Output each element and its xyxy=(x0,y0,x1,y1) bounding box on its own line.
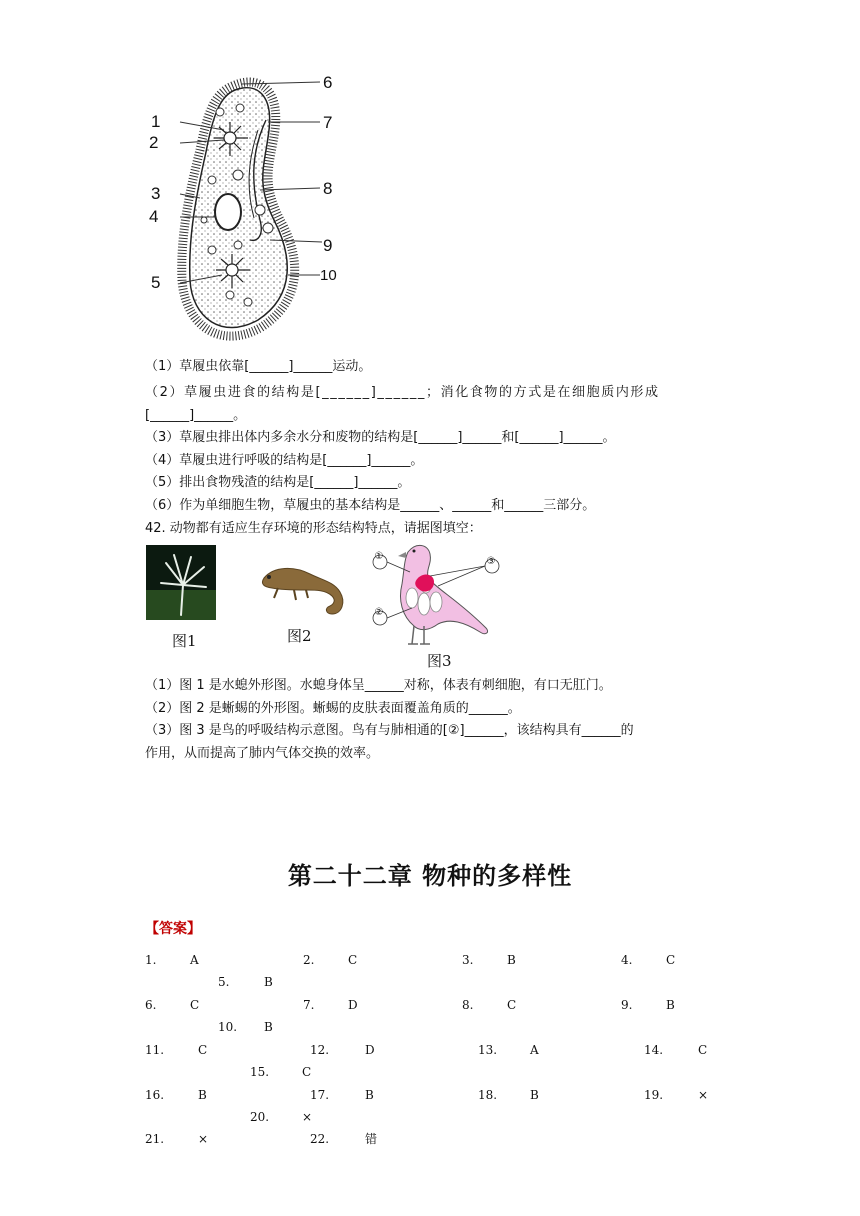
figure-label-7: 7 xyxy=(323,113,333,132)
q42-title: 42. 动物都有适应生存环境的形态结构特点，请据图填空： xyxy=(145,521,482,536)
answer-value: 错 xyxy=(365,1132,378,1146)
q42-line-3: （3）图 3 是鸟的呼吸结构示意图。鸟有与肺相通的[②]______，该结构具有______的 xyxy=(145,723,634,738)
answer-number: 9. xyxy=(621,998,633,1012)
answer-number: 2. xyxy=(303,953,315,967)
answer-number: 18. xyxy=(478,1088,498,1102)
answer-value: D xyxy=(365,1043,375,1057)
answer-number: 5. xyxy=(218,975,230,989)
answer-value: × xyxy=(698,1088,709,1102)
answer-number: 1. xyxy=(145,953,157,967)
figure-caption-3: 图3 xyxy=(427,652,452,670)
q41-line-2: （2）草履虫进食的结构是[______]______；消化食物的方式是在细胞质内形成 xyxy=(145,385,660,400)
answer-value: C xyxy=(198,1043,208,1057)
answer-number: 12. xyxy=(310,1043,330,1057)
answer-number: 19. xyxy=(644,1088,664,1102)
answer-number: 7. xyxy=(303,998,315,1012)
paramecium-figure xyxy=(140,70,360,350)
figure-label-8: 8 xyxy=(323,179,333,198)
answer-label: 【答案】 xyxy=(145,921,201,937)
answer-value: × xyxy=(198,1132,209,1146)
answer-number: 10. xyxy=(218,1020,238,1034)
answer-value: × xyxy=(302,1110,313,1124)
q41-line-3: [______]______。 xyxy=(145,408,247,423)
answer-number: 3. xyxy=(462,953,474,967)
answer-value: C xyxy=(666,953,676,967)
answer-number: 20. xyxy=(250,1110,270,1124)
answer-number: 14. xyxy=(644,1043,664,1057)
answer-value: B xyxy=(666,998,675,1012)
q41-line-7: （6）作为单细胞生物，草履虫的基本结构是______、______和______三部分。 xyxy=(145,498,596,513)
answer-number: 11. xyxy=(145,1043,165,1057)
lizard-image xyxy=(256,560,350,620)
figure-label-6: 6 xyxy=(323,73,333,92)
answer-value: A xyxy=(530,1043,539,1057)
answer-number: 6. xyxy=(145,998,157,1012)
q41-line-1: （1）草履虫依靠[______]______运动。 xyxy=(145,359,372,374)
chapter-title: 第二十二章 物种的多样性 xyxy=(287,862,573,890)
bird-label-2: ② xyxy=(374,607,384,618)
answer-value: B xyxy=(507,953,516,967)
answer-number: 13. xyxy=(478,1043,498,1057)
answer-value: D xyxy=(348,998,358,1012)
figure-label-4: 4 xyxy=(149,207,159,226)
q42-line-1: （1）图 1 是水螅外形图。水螅身体呈______对称，体表有刺细胞，有口无肛门。 xyxy=(145,678,612,693)
answer-number: 17. xyxy=(310,1088,330,1102)
figure-label-10: 10 xyxy=(320,267,337,284)
answer-number: 4. xyxy=(621,953,633,967)
q42-line-2: （2）图 2 是蜥蜴的外形图。蜥蜴的皮肤表面覆盖角质的______。 xyxy=(145,701,521,716)
q41-line-6: （5）排出食物残渣的结构是[______]______。 xyxy=(145,475,411,490)
answer-value: C xyxy=(507,998,517,1012)
answer-value: B xyxy=(264,1020,273,1034)
figure-label-2: 2 xyxy=(149,133,159,152)
answer-number: 16. xyxy=(145,1088,165,1102)
q42-line-4: 作用，从而提高了肺内气体交换的效率。 xyxy=(145,746,380,761)
answer-value: B xyxy=(264,975,273,989)
answer-value: C xyxy=(348,953,358,967)
figure-label-5: 5 xyxy=(151,273,161,292)
figure-label-9: 9 xyxy=(323,236,333,255)
bird-label-1: ① xyxy=(374,551,384,562)
answer-number: 22. xyxy=(310,1132,330,1146)
q41-line-4: （3）草履虫排出体内多余水分和废物的结构是[______]______和[______]______。 xyxy=(145,430,616,445)
answer-value: B xyxy=(365,1088,374,1102)
hydra-image xyxy=(146,545,216,620)
answer-number: 8. xyxy=(462,998,474,1012)
answer-number: 21. xyxy=(145,1132,165,1146)
figure-label-3: 3 xyxy=(151,184,161,203)
answer-value: B xyxy=(198,1088,207,1102)
figure-caption-2: 图2 xyxy=(287,627,312,645)
figure-label-1: 1 xyxy=(151,112,161,131)
answer-value: A xyxy=(190,953,199,967)
bird-label-3: ③ xyxy=(486,556,496,567)
figure-caption-1: 图1 xyxy=(172,632,197,650)
q41-line-5: （4）草履虫进行呼吸的结构是[______]______。 xyxy=(145,453,424,468)
answer-number: 15. xyxy=(250,1065,270,1079)
answer-value: C xyxy=(698,1043,708,1057)
answer-value: C xyxy=(302,1065,312,1079)
answer-value: C xyxy=(190,998,200,1012)
answer-value: B xyxy=(530,1088,539,1102)
